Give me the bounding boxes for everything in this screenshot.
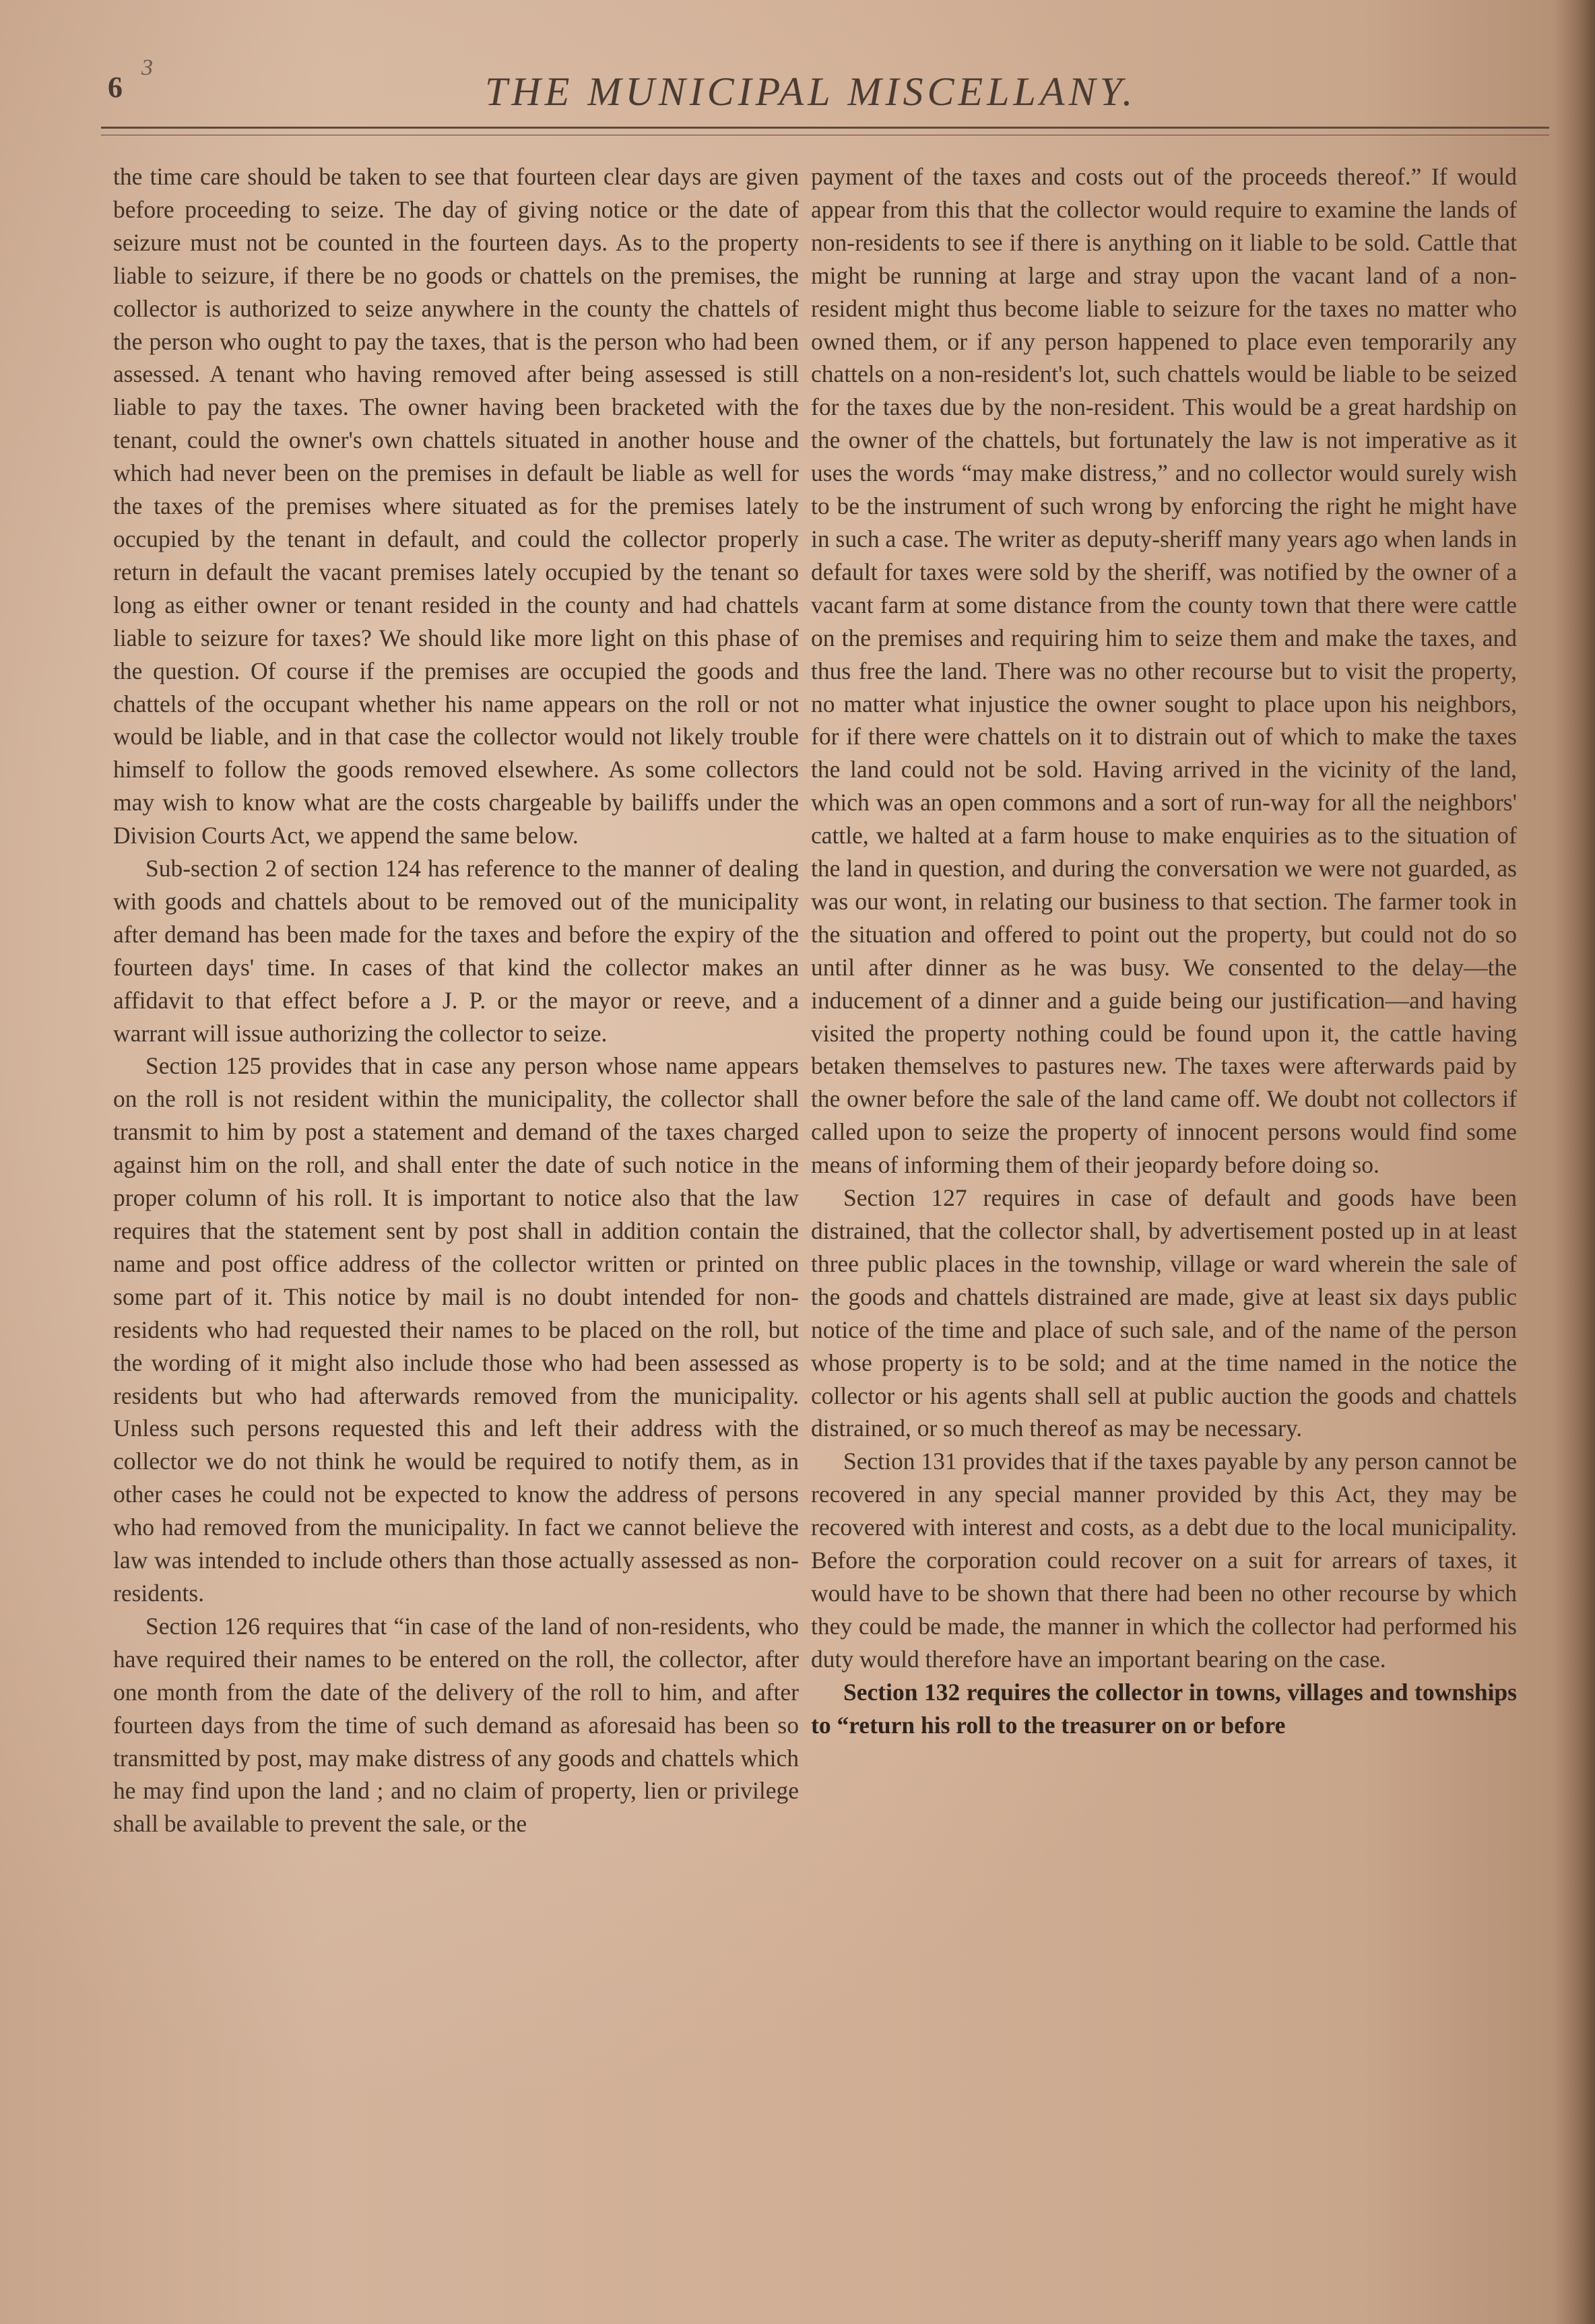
right-paragraph-2: Section 127 requires in case of default and goods have been distrained, that the collector shall, by advertisement posted up in at least three public places in the township, village or ward wherein the sale of the goods and chattels distrained are made, give at least six days public notice of the time and place of such sale, and of the name of the person whose property is to be sold; and at the time named in the notice the collector or his agents shall sell at public auction the goods and chattels distrained, or so much thereof as may be necessary.: [811, 1184, 1517, 1442]
left-paragraph-2: Sub-section 2 of section 124 has reference to the manner of dealing with goods and chattels about to be removed out of the municipality after demand has been made for the taxes and before the expiry of the fourteen days' time. In cases of that kind the collector makes an affidavit to that effect before a J. P. or the mayor or reeve, and a warrant will issue authorizing the collector to seize.: [113, 855, 799, 1047]
right-paragraph-4: Section 132 requires the collector in towns, villages and townships to “return his roll to the treasurer on or before: [811, 1678, 1517, 1739]
left-column: [113, 160, 799, 1840]
right-paragraph-1: payment of the taxes and costs out of the proceeds thereof.” If would appear from this that the collector would require to examine the lands of non-residents to see if there is anything on it liable to be sold. Cattle that might be running at large and stray upon the vacant land of a non-resident might thus become liable to seizure for the taxes no matter who owned them, or if any person happened to place even temporarily any chattels on a non-resident's lot, such chattels would be liable to be seized for the taxes due by the non-resident. This would be a great hardship on the owner of the chattels, but fortunately the law is not imperative as it uses the words “may make distress,” and no collector would surely wish to be the instrument of such wrong by enforcing the right he might have in such a case. The writer as deputy-sheriff many years ago when lands in default for taxes were sold by the sheriff, was notified by the owner of a vacant farm at some distance from the county town that there were cattle on the premises and requiring him to seize them and make the taxes, and thus free the land. There was no other recourse but to visit the property, no matter what injustice the owner sought to place upon his neighbors, for if there were chattels on it to distrain out of which to make the taxes the land could not be sold. Having arrived in the vicinity of the land, which was an open commons and a sort of run-way for all the neighbors' cattle, we halted at a farm house to make enquiries as to the situation of the land in question, and during the conversation we were not guarded, as was our wont, in relating our business to that section. The farmer took in the situation and offered to point out the property, but could not do so until after dinner as he was busy. We consented to the delay—the inducement of a dinner and a guide being our justification—and having visited the property nothing could be found upon it, the cattle having betaken themselves to pastures new. The taxes were afterwards paid by the owner before the sale of the land came off. We doubt not collectors if called upon to seize the property of innocent persons would find some means of informing them of their jeopardy before doing so.: [811, 163, 1517, 1179]
right-column: [811, 160, 1517, 1742]
left-paragraph-3: Section 125 provides that in case any person whose name appears on the roll is not resident within the municipality, the collector shall transmit to him by post a statement and demand of the taxes charged against him on the roll, and shall enter the date of such notice in the proper column of his roll. It is important to notice also that the law requires that the statement sent by post shall in addition contain the name and post office address of the collector written or printed on some part of it. This notice by mail is no doubt intended for non-residents who had requested their names to be placed on the roll, but the wording of it might also include those who had been assessed as residents but who had afterwards removed from the municipality. Unless such persons requested this and left their address with the collector we do not think he would be required to notify them, as in other cases he could not be expected to know the address of persons who had removed from the municipality. In fact we cannot believe the law was intended to include others than those actually assessed as non-residents.: [113, 1052, 799, 1607]
header-rule: [101, 127, 1549, 129]
pencil-page-mark: 3: [141, 55, 153, 80]
running-title: THE MUNICIPAL MISCELLANY.: [485, 69, 1137, 114]
left-paragraph-1: the time care should be taken to see that fourteen clear days are given before proceeding to seize. The day of giving notice or the date of seizure must not be counted in the fourteen days. As to the property liable to seizure, if there be no goods or chattels on the premises, the collector is authorized to seize anywhere in the county the chattels of the person who ought to pay the taxes, that is the person who had been assessed. A tenant who having removed after being assessed is still liable to pay the taxes. The owner having been bracketed with the tenant, could the owner's own chattels situated in another house and which had never been on the premises in default be liable as well for the taxes of the premises where situated as for the premises lately occupied by the tenant in default, and could the collector properly return in default the vacant premises lately occupied by the tenant so long as either owner or tenant resided in the county and had chattels liable to seizure for taxes? We should like more light on this phase of the question. Of course if the premises are occupied the goods and chattels of the occupant whether his name appears on the roll or not would be liable, and in that case the collector would not likely trouble himself to follow the goods removed elsewhere. As some collectors may wish to know what are the costs chargeable by bailiffs under the Division Courts Act, we append the same below.: [113, 163, 799, 849]
left-paragraph-4: Section 126 requires that “in case of the land of non-residents, who have required their names to be entered on the roll, the collector, after one month from the date of the delivery of the roll to him, and after fourteen days from the time of such demand as aforesaid has been so transmitted by post, may make distress of any goods and chattels which he may find upon the land ; and no claim of property, lien or privilege shall be available to prevent the sale, or the: [113, 1612, 799, 1838]
page-number: 6: [108, 71, 123, 104]
right-paragraph-3: Section 131 provides that if the taxes payable by any person cannot be recovered in any special manner provided by this Act, they may be recovered with interest and costs, as a debt due to the local municipality. Before the corporation could recover on a suit for arrears of taxes, it would have to be shown that there had been no other recourse by which they could be made, the manner in which the collector had performed his duty would therefore have an important bearing on the case.: [811, 1448, 1517, 1673]
page-binding-shadow: [1555, 0, 1595, 2324]
